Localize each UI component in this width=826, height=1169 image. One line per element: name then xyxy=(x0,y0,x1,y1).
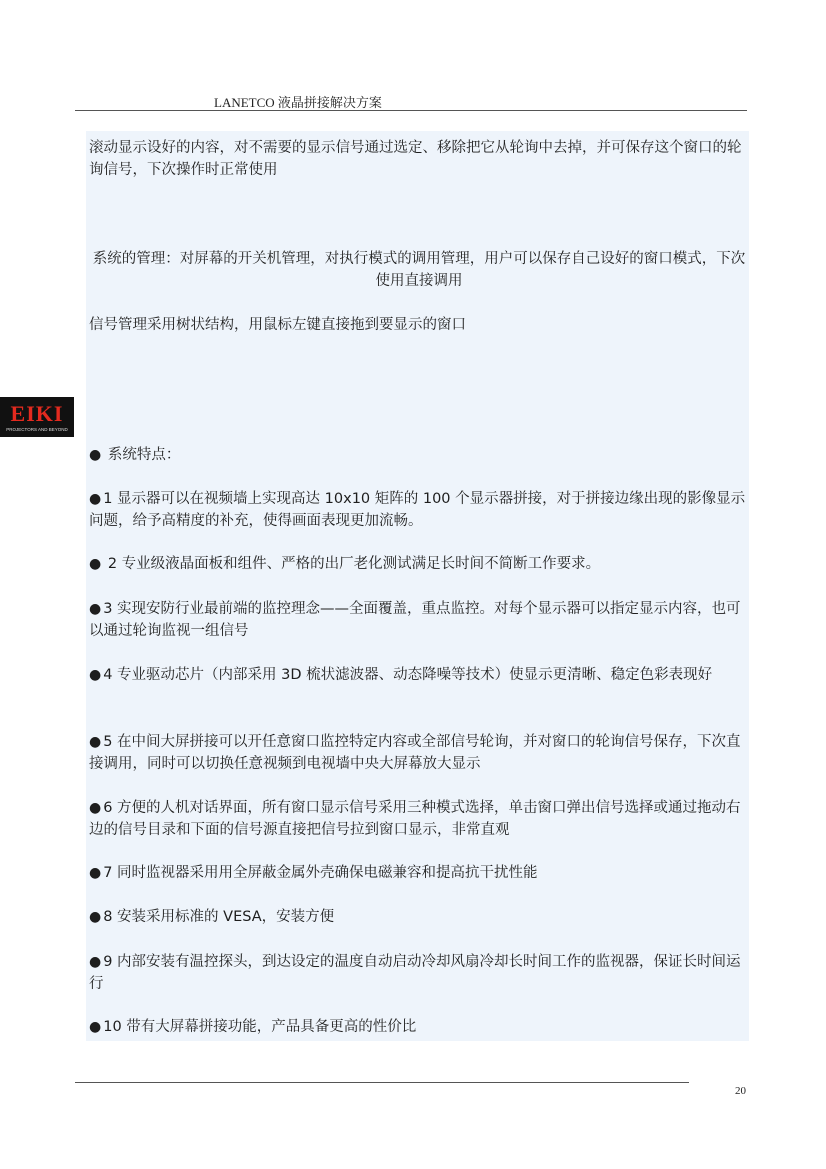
feature-text: 5 在中间大屏拼接可以开任意窗口监控特定内容或全部信号轮询，并对窗口的轮询信号保存，下次直接调用，同时可以切换任意视频到电视墙中央大屏幕放大显示 xyxy=(89,734,741,772)
eiki-logo xyxy=(0,397,74,437)
document-header-title: LANETCO 液晶拼接解决方案 xyxy=(214,95,382,110)
feature-text: 1 显示器可以在视频墙上实现高达 10x10 矩阵的 100 个显示器拼接，对于拼接边缘出现的影像显示问题，给予高精度的补充，使得画面表现更加流畅。 xyxy=(89,491,746,529)
feature-item xyxy=(89,951,749,995)
feature-item xyxy=(89,1016,749,1038)
feature-item xyxy=(89,488,749,532)
feature-text: 2 专业级液晶面板和组件、严格的出厂老化测试满足长时间不简断工作要求。 xyxy=(103,556,601,572)
feature-text: 6 方便的人机对话界面，所有窗口显示信号采用三种模式选择，单击窗口弹出信号选择或通过拖动右边的信号目录和下面的信号源直接把信号拉到窗口显示，非常直观 xyxy=(89,800,741,838)
bullet-icon: ● xyxy=(89,734,102,750)
bullet-icon: ● xyxy=(89,1019,102,1035)
feature-item xyxy=(89,598,749,642)
bullet-icon: ● xyxy=(89,954,102,970)
bullet-icon: ● xyxy=(89,667,102,683)
features-heading xyxy=(89,444,749,466)
paragraph-signal-management: 信号管理采用树状结构，用鼠标左键直接拖到要显示的窗口 xyxy=(89,317,466,333)
bullet-icon: ● xyxy=(89,556,102,572)
bullet-icon: ● xyxy=(89,601,102,617)
feature-text: 8 安装采用标准的 VESA，安装方便 xyxy=(103,909,335,925)
features-heading-text: 系统特点： xyxy=(107,447,181,463)
bullet-icon: ● xyxy=(89,447,102,463)
bullet-icon: ● xyxy=(89,909,102,925)
page-number: 20 xyxy=(735,1085,746,1097)
header-divider xyxy=(75,110,747,111)
feature-item xyxy=(89,862,749,884)
bullet-icon: ● xyxy=(89,865,102,881)
footer-divider xyxy=(75,1082,689,1083)
feature-text: 10 带有大屏幕拼接功能，产品具备更高的性价比 xyxy=(103,1019,417,1035)
paragraph-system-management: 系统的管理：对屏幕的开关机管理，对执行模式的调用管理，用户可以保存自己设好的窗口模式，下次使用直接调用 xyxy=(92,251,746,289)
feature-text: 9 内部安装有温控探头，到达设定的温度自动启动冷却风扇冷却长时间工作的监视器，保证长时间运行 xyxy=(89,954,741,992)
feature-item xyxy=(89,731,749,775)
feature-text: 3 实现安防行业最前端的监控理念——全面覆盖，重点监控。对每个显示器可以指定显示内容，也可以通过轮询监视一组信号 xyxy=(89,601,741,639)
feature-item xyxy=(89,553,749,575)
paragraph-polling: 滚动显示设好的内容，对不需要的显示信号通过选定、移除把它从轮询中去掉，并可保存这个窗口的轮询信号，下次操作时正常使用 xyxy=(89,140,742,178)
logo-tagline: PROJECTORS AND BEYOND xyxy=(6,427,68,432)
feature-text: 7 同时监视器采用用全屏蔽金属外壳确保电磁兼容和提高抗干扰性能 xyxy=(103,865,538,881)
logo-brand: EIKI xyxy=(10,401,64,426)
feature-text: 4 专业驱动芯片（内部采用 3D 梳状滤波器、动态降噪等技术）使显示更清晰、稳定色彩表现好 xyxy=(103,667,713,683)
bullet-icon: ● xyxy=(89,800,102,816)
bullet-icon: ● xyxy=(89,491,102,507)
feature-item xyxy=(89,664,749,686)
feature-item xyxy=(89,906,749,928)
feature-item xyxy=(89,797,749,841)
